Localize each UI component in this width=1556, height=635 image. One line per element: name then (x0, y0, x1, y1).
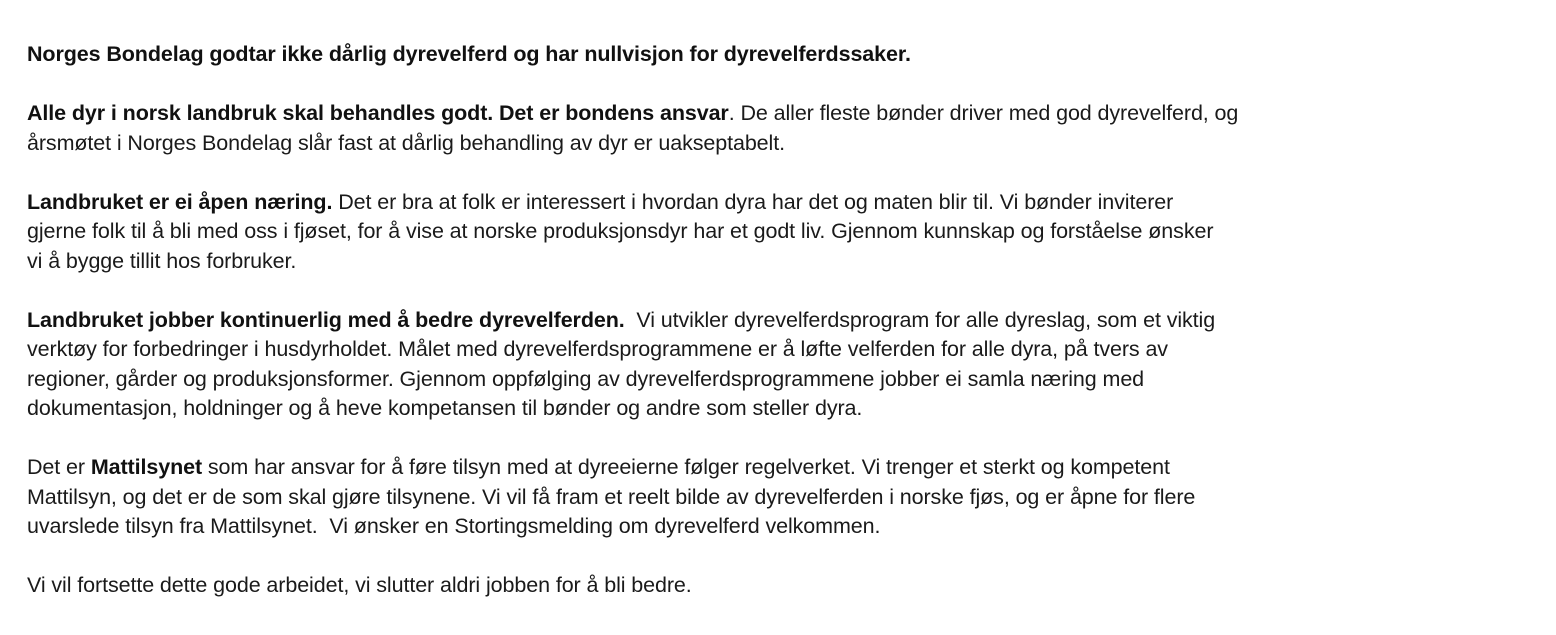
paragraph-3 (27, 188, 1527, 277)
paragraph-4-line3: regioner, gårder og produksjonsformer. Gjennom oppfølging av dyrevelferdsprogrammene jobber ei samla næring med (27, 366, 1145, 391)
paragraph-6-text: Vi vil fortsette dette gode arbeidet, vi slutter aldri jobben for å bli bedre. (27, 573, 692, 597)
paragraph-4-line4: dokumentasjon, holdninger og å heve kompetansen til bønder og andre som steller dyra. (27, 396, 863, 420)
paragraph-1 (27, 40, 1527, 70)
paragraph-3-line2: gjerne folk til å bli med oss i fjøset, for å vise at norske produksjonsdyr har et godt liv. Gjennom kunnskap og forståelse ønsker (27, 219, 1214, 243)
paragraph-5-lead: Det er (27, 455, 91, 479)
paragraph-4-line2: verktøy for forbedringer i husdyrholdet. Målet med dyrevelferdsprogrammene er å løfte velferden for alle dyra, på tvers av (27, 337, 1168, 361)
paragraph-4-bold: Landbruket jobber kontinuerlig med å bedre dyrevelferden. (27, 307, 625, 332)
paragraph-5-line3: uvarslede tilsyn fra Mattilsynet. Vi ønsker en Stortingsmelding om dyrevelferd velkommen. (27, 514, 881, 538)
paragraph-5-line1: som har ansvar for å føre tilsyn med at dyreeierne følger regelverket. Vi trenger et sterkt og kompetent (202, 455, 1170, 479)
paragraph-2-line2: årsmøtet i Norges Bondelag slår fast at dårlig behandling av dyr er uakseptabelt. (27, 130, 785, 155)
paragraph-4 (27, 306, 1527, 424)
paragraph-1-bold: Norges Bondelag godtar ikke dårlig dyrevelferd og har nullvisjon for dyrevelferdssaker. (27, 42, 911, 66)
paragraph-6 (27, 571, 1527, 601)
document-body (27, 40, 1527, 601)
paragraph-2-line1: . De aller fleste bønder driver med god dyrevelferd, og (728, 101, 1239, 125)
paragraph-2 (27, 99, 1527, 158)
paragraph-5 (27, 453, 1527, 542)
paragraph-3-line1: Det er bra at folk er interessert i hvordan dyra har det og maten blir til. Vi bønder inviterer (332, 189, 1174, 214)
paragraph-3-bold: Landbruket er ei åpen næring. (27, 189, 333, 214)
paragraph-3-line3: vi å bygge tillit hos forbruker. (27, 248, 297, 273)
paragraph-5-bold: Mattilsynet (90, 455, 203, 479)
paragraph-5-line2: Mattilsyn, og det er de som skal gjøre tilsynene. Vi vil få fram et reelt bilde av dyrevelferden i norske fjøs, og er åpne for flere (27, 484, 1196, 509)
paragraph-4-line1: Vi utvikler dyrevelferdsprogram for alle dyreslag, som et viktig (624, 307, 1216, 332)
paragraph-2-bold: Alle dyr i norsk landbruk skal behandles godt. Det er bondens ansvar (27, 101, 729, 125)
